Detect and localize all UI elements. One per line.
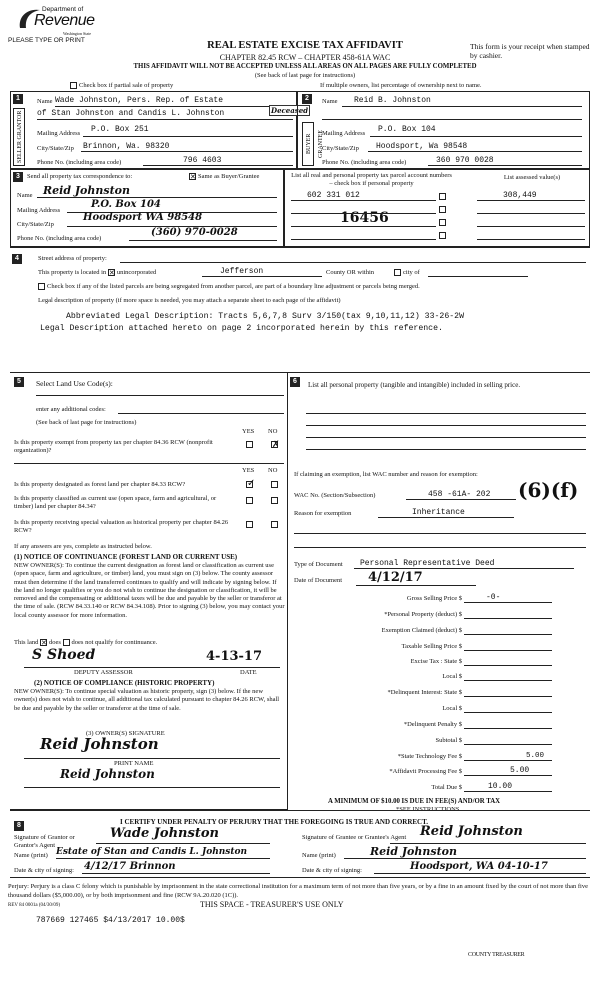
notice1-text: NEW OWNER(S): To continue the current designation as forest land or classification as current use (open space, farm and agriculture, or timber) land, you must sign on (3) below. The county assessor must then determine if the land transferred continues to qualify and will indicate by signing below. If the land no longer qualifies or you do not wish to continue the designation or classification, it will be removed and the compensating or additional taxes will be due and payable by the seller or transferor at the time of sale. (RCW 84.33.140 or RCW 84.34.108). Prior to signing (3) below, you may contact your local county assessor for more information. [14,562,285,619]
seller-side-label: SELLER GRANTOR [13,108,25,166]
parcel-1[interactable]: 602 331 012 [307,191,360,200]
claim-label: If claiming an exemption, list WAC number and reason for exemption: [294,471,478,478]
local-label: Local $ [442,673,462,680]
exemption-claimed-label: Exemption Claimed (deduct) $ [381,627,462,634]
grantor-date-label: Date & city of signing: [14,867,74,874]
personal-deduct-label: *Personal Property (deduct) $ [384,611,462,618]
perjury-note: Perjury: Perjury is a class C felony which is punishable by imprisonment in the state correctional institution for a maximum term of not more than five years, or by a fine in an amount fixed by the court of not more than five thousand dollars ($5,000.00), or by both imprisonment and fine (RCW 9A.20.020 (1C)). [8,883,588,899]
doc-date-label: Date of Document [294,577,343,584]
section-number: 1 [13,94,23,104]
wac-handwritten: (6)(f) [518,478,579,502]
seller-name-line2[interactable]: of Stan Johnston and Candis L. Johnston [37,109,225,118]
wac-label: WAC No. (Section/Subsection) [294,492,376,499]
section-number: 5 [14,377,24,387]
legal-label: Legal description of property (if more space is needed, you may attach a separate sheet to each page of the affidavit) [38,297,341,304]
forest-yes-checkbox[interactable]: ✓ [247,478,256,489]
legal-line2[interactable]: Legal Description attached hereto on page 2 incorporated herein by this reference. [40,324,443,333]
section-number: 3 [13,172,23,182]
parcel-handwritten: 16456 [340,210,389,226]
exempt-yes-checkbox[interactable] [246,441,253,448]
correspondence-section [10,169,284,247]
legal-line1[interactable]: Abbreviated Legal Description: Tracts 5,6,7,8 Surv 3/150(tax 9,10,11,12) 33-26-2W [66,312,464,321]
assessor-date: 4-13-17 [206,649,263,664]
seller-section [10,91,309,169]
buyer-city[interactable]: Hoodsport, Wa 98548 [376,142,468,151]
buyer-mailing-label: Mailing Address [322,130,366,137]
doc-type[interactable]: Personal Representative Deed [360,559,495,568]
gross-value[interactable]: -0- [486,593,501,602]
delinquent-int-label: *Delinquent Interest: State $ [387,689,462,696]
form-warning: THIS AFFIDAVIT WILL NOT BE ACCEPTED UNLESS ALL AREAS ON ALL PAGES ARE FULLY COMPLETED [133,63,477,70]
buyer-phone-label: Phone No. (including area code) [322,159,407,166]
assessed-header: List assessed value(s) [503,174,561,181]
same-as-buyer-checkbox[interactable]: ✕ [190,173,196,182]
see-instructions: *SEE INSTRUCTIONS [396,806,460,813]
personal-property-checkbox[interactable] [439,232,446,239]
dept-revenue: Revenue [34,12,95,29]
county-treasurer: COUNTY TREASURER [468,952,525,958]
grantee-date-label: Date & city of signing: [302,867,362,874]
parcels-header: List all real and personal property tax parcel account numbers – check box if personal property [291,172,452,187]
does-not-checkbox[interactable] [63,639,70,646]
current-use-yes-checkbox[interactable] [246,497,253,504]
seller-city-label: City/State/Zip [37,145,74,152]
parcels-section [284,169,590,247]
personal-property-checkbox[interactable] [439,206,446,213]
grantee-sig-label: Signature of Grantee or Grantee's Agent [302,834,407,841]
grantee-name: Reid Johnston [370,845,457,858]
seller-phone[interactable]: 796 4603 [183,156,222,165]
seller-mailing[interactable]: P.O. Box 251 [91,125,149,134]
date-label: DATE [240,669,257,676]
land-use-section [10,372,288,810]
forest-no-checkbox[interactable] [271,481,278,488]
corr-phone[interactable]: (360) 970-0028 [151,227,238,238]
certification-section [10,810,590,878]
form-title: REAL ESTATE EXCISE TAX AFFIDAVIT [207,40,403,51]
historic-yes-checkbox[interactable] [246,521,253,528]
section-number: 4 [12,254,22,264]
forest-q: Is this property designated as forest land per chapter 84.33 RCW? [14,481,186,488]
no-header: NO [268,428,278,435]
seller-phone-label: Phone No. (including area code) [37,159,122,166]
located-in: This property is located in ✕ unincorporated [38,269,157,278]
grantor-signature: Wade Johnston [110,826,219,841]
location-section [10,247,590,372]
personal-property-checkbox[interactable] [439,193,446,200]
county-label: County OR within [326,269,375,276]
unincorporated-checkbox[interactable]: ✕ [108,269,115,278]
seller-deceased: Deceased [271,106,309,115]
minimum-note: A MINIMUM OF $10.00 IS DUE IN FEE(S) AND/OR TAX [328,798,501,805]
buyer-side-label: BUYER GRANTEE [302,122,314,166]
enter-codes: enter any additional codes: [36,406,106,413]
seller-mailing-label: Mailing Address [37,130,81,137]
seller-name-line1[interactable]: Wade Johnston, Pers. Rep. of Estate [55,96,224,105]
dept-state: Washington State [63,31,92,36]
historic-q: Is this property receiving special valuation as historical property per chapter 84.26 RCW? [14,519,229,534]
yes-header: YES [242,428,255,435]
gross-label: Gross Selling Price $ [406,595,462,602]
buyer-section [297,91,590,169]
yes-header: YES [242,467,255,474]
exempt-no-checkbox[interactable]: ✗ [272,439,280,449]
city-of: city of [394,269,420,276]
same-as-buyer: ✕ Same as Buyer/Grantee [190,173,260,182]
corr-name[interactable]: Reid Johnston [43,184,130,197]
corr-phone-label: Phone No. (including area code) [17,235,102,242]
county-value[interactable]: Jefferson [220,267,264,276]
buyer-mailing[interactable]: P.O. Box 104 [378,125,436,134]
doc-type-label: Type of Document [294,561,343,568]
reason-label: Reason for exemption [294,510,352,517]
wac-value[interactable]: 458 -61A- 202 [428,490,491,499]
section-number: 8 [14,821,24,831]
delinquent-pen-label: *Delinquent Penalty $ [403,721,462,728]
print-name-label: PRINT NAME [114,760,154,767]
grantor-name-label: Name (print) [14,852,48,859]
personal-property-label: List all personal property (tangible and intangible) included in selling price. [308,381,521,389]
select-land-use: Select Land Use Code(s): [36,379,113,388]
land-see-back: (See back of last page for instructions) [36,419,137,426]
total-value[interactable]: 10.00 [488,782,513,791]
notice2-text: NEW OWNER(S): To continue special valuation as historic property, sign (3) below. If the new owner(s) does not wish to continue, all additional tax calculated pursuant to chapter 84.26 RCW, shall be due and payable by the seller or transferor at the time of sale. [14,688,280,712]
grantor-sig-label: Signature of Grantor or Grantor's Agent [14,834,75,849]
section-number: 6 [290,377,300,387]
assessed-1[interactable]: 308,449 [503,191,537,200]
certify-text: I CERTIFY UNDER PENALTY OF PERJURY THAT THE FOREGOING IS TRUE AND CORRECT. [120,818,429,826]
processing-fee[interactable]: 5.00 [510,766,530,775]
multiple-owners-note: If multiple owners, list percentage of ownership next to name. [320,82,482,89]
tax-calc [288,590,590,813]
dept-line1: Department of [42,6,84,13]
this-land: This land ✕ does does not qualify for continuance. [14,639,158,648]
grantee-date: Hoodsport, WA 04-10-17 [410,861,548,872]
see-back: (See back of last page for instructions) [254,72,356,79]
processing-label: *Affidavit Processing Fee $ [389,768,462,775]
grantor-name: Estate of Stan and Candis L. Johnston [56,847,248,857]
send-label: Send all property tax correspondence to: [27,173,133,180]
doc-date[interactable]: 4/12/17 [368,570,423,585]
corr-city-label: City/State/Zip [17,221,54,228]
partial-sale: Check box if partial sale of property [70,82,173,89]
notice2-title: (2) NOTICE OF COMPLIANCE (HISTORIC PROPERTY) [34,679,215,687]
exempt-q: Is this property exempt from property tax per chapter 84.36 RCW (nonprofit organization)? [14,439,213,454]
please-type: PLEASE TYPE OR PRINT [8,37,85,44]
total-label: Total Due $ [431,784,462,791]
buyer-name[interactable]: Reid B. Johnston [354,96,431,105]
print-name: Reid Johnston [60,767,155,781]
treasurer-use: THIS SPACE - TREASURER'S USE ONLY [200,900,344,909]
street-label: Street address of property: [38,255,107,262]
buyer-city-label: City/State/Zip [322,145,359,152]
local2-label: Local $ [442,705,462,712]
receipt-stamp: 787669 127465 $4/13/2017 10.00$ [36,916,185,925]
buyer-name-label: Name [322,98,338,105]
personal-property-checkbox[interactable] [439,219,446,226]
no-header: NO [268,467,278,474]
corr-city[interactable]: Hoodsport WA 98548 [83,212,203,223]
notice1-title: (1) NOTICE OF CONTINUANCE (FOREST LAND OR CURRENT USE) [14,553,238,561]
seller-city[interactable]: Brinnon, Wa. 98320 [83,142,170,151]
owner-signature: Reid Johnston [40,735,159,753]
corr-mailing[interactable]: P.O. Box 104 [91,199,161,210]
current-use-no-checkbox[interactable] [271,497,278,504]
dept-logo [8,4,113,48]
tech-fee-label: *State Technology Fee $ [397,753,462,760]
seller-name-label: Name [37,98,53,105]
form-chapter: CHAPTER 82.45 RCW – CHAPTER 458-61A WAC [219,53,391,62]
grantee-signature: Reid Johnston [420,824,523,839]
tech-fee[interactable]: 5.00 [526,752,545,760]
taxable-label: Taxable Selling Price $ [401,643,462,650]
reason-value[interactable]: Inheritance [412,508,465,517]
subtotal-label: Subtotal $ [435,737,462,744]
current-use-q: Is this property classified as current use (open space, farm and agricultural, or timber) land per chapter 84.34? [14,495,217,510]
buyer-phone[interactable]: 360 970 0028 [436,156,494,165]
grantee-name-label: Name (print) [302,852,336,859]
partial-sale-checkbox[interactable] [70,82,77,89]
excise-label: Excise Tax : State $ [410,658,462,665]
section-number: 2 [302,94,312,104]
segregated: Check box if any of the listed parcels are being segregated from another parcel, are part of a boundary line adjustment or parcels being merged. [38,283,420,290]
rev-number: REV 84 0001a (04/30/09) [8,903,60,908]
corr-mailing-label: Mailing Address [17,207,61,214]
segregated-checkbox[interactable] [38,283,45,290]
receipt-note: This form is your receipt when stamped by cashier. [470,42,590,60]
city-checkbox[interactable] [394,269,401,276]
owner-sig-label: (3) OWNER(S) SIGNATURE [86,730,165,737]
historic-no-checkbox[interactable] [271,521,278,528]
answer-yes: If any answers are yes, complete as instructed below. [14,543,152,550]
grantor-date: 4/12/17 Brinnon [84,861,176,872]
deputy-label: DEPUTY ASSESSOR [74,669,133,676]
corr-name-label: Name [17,192,33,199]
assessor-signature: S Shoed [32,647,96,663]
